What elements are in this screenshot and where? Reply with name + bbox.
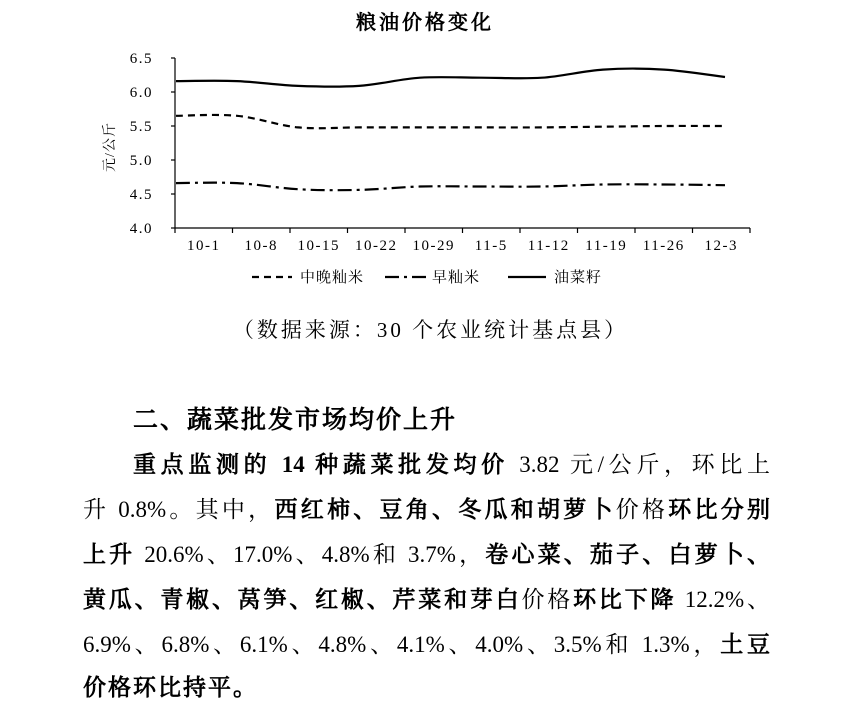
legend-label: 中晚籼米: [300, 270, 365, 286]
text-segment: 3.82 元/公斤，环比上: [508, 452, 771, 477]
x-tick-label: 11-26: [642, 238, 685, 254]
series-line-0: [176, 115, 725, 128]
price-line-chart: [0, 0, 861, 300]
y-axis-ticks: [130, 51, 175, 237]
bold-text-segment: 重点监测的 14 种蔬菜批发均价: [133, 452, 509, 477]
bold-text-segment: 卷心菜、茄子、白萝卜、: [485, 542, 771, 567]
x-tick-label: 10-1: [187, 238, 221, 254]
bold-text-segment: 上升: [83, 542, 136, 567]
bold-text-segment: 价格环比持平。: [83, 675, 258, 700]
x-tick-label: 10-8: [244, 238, 278, 254]
x-tick-label: 10-29: [412, 238, 455, 254]
section-heading: 二、蔬菜批发市场均价上升: [133, 407, 458, 434]
text-segment: 价格: [521, 587, 574, 612]
x-axis-ticks: [175, 228, 750, 254]
y-tick-label: 6.0: [129, 85, 153, 101]
x-tick-label: 12-3: [704, 238, 738, 254]
y-tick-label: 5.0: [129, 153, 153, 169]
x-tick-label: 10-22: [355, 238, 398, 254]
y-axis-label: 元/公斤: [103, 122, 118, 172]
section-paragraph: [83, 442, 770, 709]
y-tick-label: 4.5: [129, 187, 153, 203]
paragraph-line: [83, 622, 770, 667]
paragraph-line: [83, 667, 770, 709]
x-tick-label: 11-5: [474, 238, 508, 254]
legend-label: 油菜籽: [554, 270, 603, 286]
legend-label: 早籼米: [432, 270, 481, 286]
bold-text-segment: 环比下降: [573, 587, 677, 612]
x-tick-label: 11-19: [585, 238, 628, 254]
text-segment: 价格: [615, 497, 669, 522]
legend-item-0: [252, 269, 364, 286]
series-line-1: [176, 183, 725, 191]
bold-text-segment: 土豆: [720, 632, 770, 657]
text-segment: 6.9%、6.8%、6.1%、4.8%、4.1%、4.0%、3.5%和 1.3%，: [83, 632, 721, 657]
y-tick-label: 5.5: [129, 119, 153, 135]
source-note: （数据来源：30 个农业统计基点县）: [232, 318, 629, 342]
bold-text-segment: 西红柿、豆角、冬瓜和胡萝卜: [274, 497, 616, 522]
x-tick-label: 10-15: [297, 238, 340, 254]
paragraph-line: [83, 442, 770, 487]
text-segment: 12.2%、: [676, 587, 771, 612]
y-tick-label: 6.5: [129, 51, 153, 67]
y-tick-label: 4.0: [129, 221, 153, 237]
legend-item-1: [385, 269, 480, 286]
paragraph-line: [83, 532, 770, 577]
text-segment: 升 0.8%。其中，: [83, 497, 275, 522]
legend: [252, 269, 602, 286]
legend-item-2: [508, 269, 602, 286]
paragraph-line: [83, 577, 770, 622]
series-lines: [176, 69, 725, 191]
series-line-2: [176, 69, 725, 87]
chart-title: 粮油价格变化: [356, 12, 494, 34]
x-tick-label: 11-12: [527, 238, 570, 254]
bold-text-segment: 黄瓜、青椒、莴笋、红椒、芹菜和芽白: [83, 587, 522, 612]
bold-text-segment: 环比分别: [668, 497, 771, 522]
text-segment: 20.6%、17.0%、4.8%和 3.7%，: [135, 542, 486, 567]
paragraph-line: [83, 487, 770, 532]
